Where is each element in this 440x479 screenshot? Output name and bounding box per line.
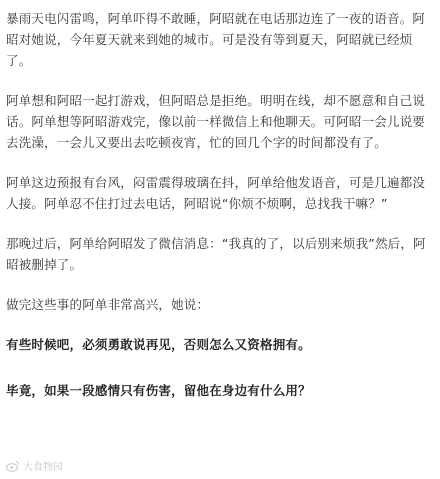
watermark <box>6 458 63 473</box>
paragraph-1: 暴雨天电闪雷鸣，阿单吓得不敢睡，阿昭就在电话那边连了一夜的语音。阿昭对她说，今年夏天就来到她的城市。可是没有等到夏天，阿昭就已经烦了。 <box>6 11 426 68</box>
paragraph-6-bold: 有些时候吧，必须勇敢说再见，否则怎么又资格拥有。 <box>6 337 311 352</box>
paragraph-2: 阿单想和阿昭一起打游戏，但阿昭总是拒绝。明明在线，却不愿意和自己说话。阿单想等阿昭游戏完，像以前一样微信上和他聊天。可阿昭一会儿说要去洗澡，一会儿又要出去吃顿夜宵，忙的回几个字的时间都没有了。 <box>6 93 426 150</box>
paragraph-5: 做完这些事的阿单非常高兴，她说： <box>6 297 210 312</box>
paragraph-3: 阿单这边预报有台风，闷雷震得玻璃在抖，阿单给他发语音，可是几遍都没人接。阿单忍不住打过去电话，阿昭说“你烦不烦啊，总找我干嘛？” <box>6 175 426 211</box>
watermark-text: 大食物园 <box>23 462 63 473</box>
paragraph-7-bold: 毕竟，如果一段感情只有伤害，留他在身边有什么用？ <box>6 383 311 398</box>
weibo-logo-icon <box>6 460 20 472</box>
article-body <box>6 8 434 426</box>
paragraph-4: 那晚过后，阿单给阿昭发了微信消息：“我真的了，以后别来烦我”然后，阿昭被删掉了。 <box>6 236 426 272</box>
